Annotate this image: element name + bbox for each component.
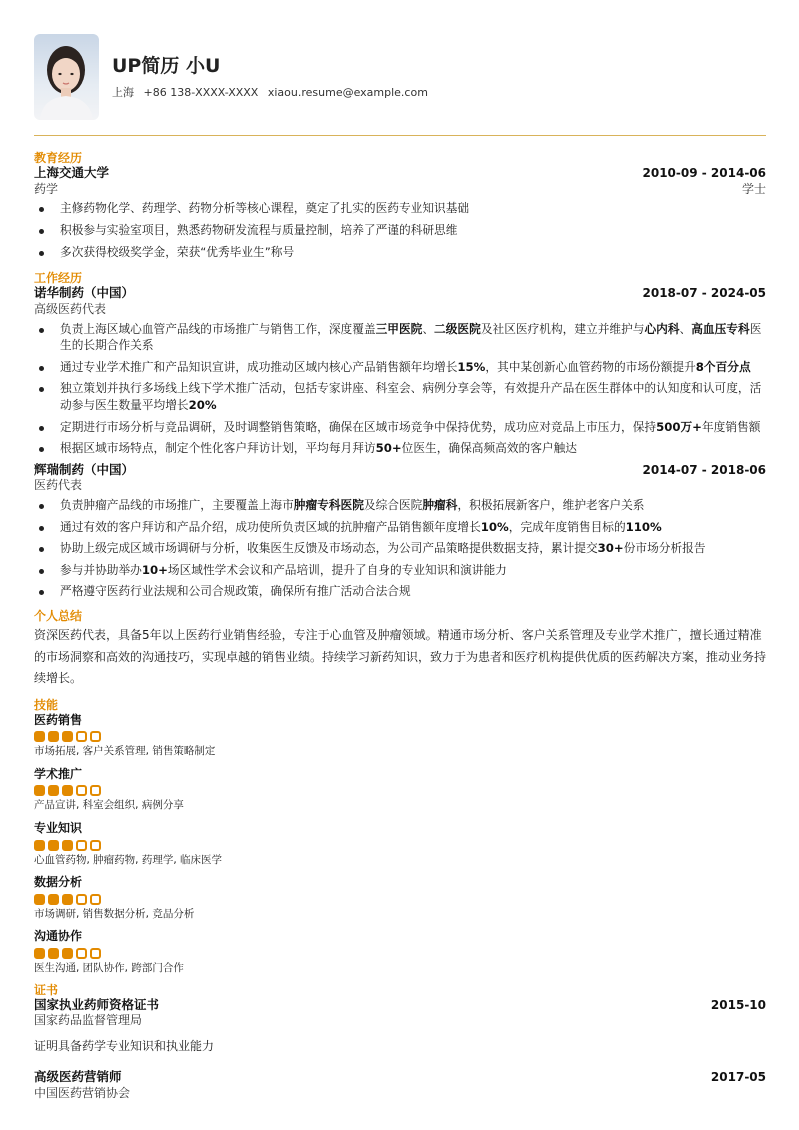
list-item: 协助上级完成区域市场调研与分析，收集医生反馈及市场动态，为公司产品策略提供数据支持，累计提交30+份市场分析报告 bbox=[34, 540, 766, 557]
list-item: 严格遵守医药行业法规和公司合规政策，确保所有推广活动合法合规 bbox=[34, 583, 766, 600]
cert-name: 高级医药营销师 bbox=[34, 1069, 122, 1085]
work-entry-novartis bbox=[34, 285, 766, 456]
skill-name: 学术推广 bbox=[34, 766, 83, 781]
section-title-summary: 个人总结 bbox=[34, 609, 83, 624]
list-item: 参与并协助举办10+场区域性学术会议和产品培训，提升了自身的专业知识和演讲能力 bbox=[34, 562, 766, 579]
company-name: 诺华制药（中国） bbox=[34, 285, 135, 301]
skill-item bbox=[34, 821, 766, 867]
section-title-certs: 证书 bbox=[34, 982, 59, 997]
highlight-text: 三甲医院 bbox=[375, 321, 423, 336]
skill-rating bbox=[34, 785, 766, 796]
summary-text: 资深医药代表，具备5年以上医药行业销售经验，专注于心血管及肿瘤领域。精通市场分析、客户关系管理及专业学术推广，擅长通过精准的市场洞察和高效的沟通技巧，实现卓越的销售业绩。持续学习新药知识，致力于为患者和医疗机构提供优质的医药解决方案，推动业务持续增长。 bbox=[34, 628, 767, 685]
section-title-skills: 技能 bbox=[34, 698, 59, 713]
highlight-text: 50+ bbox=[375, 441, 402, 456]
portrait-image bbox=[34, 34, 99, 120]
skill-rating bbox=[34, 840, 766, 851]
skill-rating bbox=[34, 894, 766, 905]
education-entry bbox=[34, 165, 766, 260]
header-divider bbox=[34, 135, 766, 136]
skills-list bbox=[34, 713, 766, 976]
highlight-text: 110% bbox=[625, 519, 662, 534]
skill-item bbox=[34, 713, 766, 759]
rating-dot-filled bbox=[48, 731, 59, 742]
cert-name: 国家执业药师资格证书 bbox=[34, 996, 160, 1012]
list-item: 通过专业学术推广和产品知识宣讲，成功推动区域内核心产品销售额年均增长15%，其中某创新心血管药物的市场份额提升8个百分点 bbox=[34, 359, 766, 376]
rating-dot-filled bbox=[48, 785, 59, 796]
skill-keywords: 市场调研, 销售数据分析, 竞品分析 bbox=[34, 907, 195, 920]
list-item: 负责上海区域心血管产品线的市场推广与销售工作，深度覆盖三甲医院、二级医院及社区医疗机构，建立并维护与心内科、高血压专科医生的长期合作关系 bbox=[34, 321, 766, 354]
rating-dot-filled bbox=[48, 948, 59, 959]
candidate-name: UP简历 小U bbox=[112, 55, 221, 77]
job-title: 医药代表 bbox=[34, 478, 83, 493]
rating-dot-empty bbox=[76, 785, 87, 796]
rating-dot-filled bbox=[48, 840, 59, 851]
rating-dot-empty bbox=[90, 840, 101, 851]
skill-keywords: 心血管药物, 肿瘤药物, 药理学, 临床医学 bbox=[34, 853, 223, 866]
work-date: 2018-07 - 2024-05 bbox=[642, 286, 766, 301]
contact-phone: +86 138-XXXX-XXXX bbox=[143, 86, 259, 99]
contact-email: xiaou.resume@example.com bbox=[267, 86, 428, 99]
work-bullets bbox=[34, 497, 766, 600]
resume-body bbox=[34, 146, 766, 1105]
skill-keywords: 产品宣讲, 科室会组织, 病例分享 bbox=[34, 799, 184, 812]
rating-dot-filled bbox=[34, 785, 45, 796]
skill-rating bbox=[34, 731, 766, 742]
company-name: 辉瑞制药（中国） bbox=[34, 461, 135, 477]
work-bullets bbox=[34, 321, 766, 457]
skill-name: 数据分析 bbox=[34, 875, 83, 890]
highlight-text: 10% bbox=[480, 519, 509, 534]
education-date: 2010-09 - 2014-06 bbox=[642, 166, 766, 181]
work-date: 2014-07 - 2018-06 bbox=[642, 462, 766, 477]
rating-dot-filled bbox=[34, 894, 45, 905]
cert-description: 证明具备药学专业知识和执业能力 bbox=[34, 1039, 215, 1054]
work-entry-pfizer bbox=[34, 462, 766, 600]
skill-rating bbox=[34, 948, 766, 959]
rating-dot-filled bbox=[34, 731, 45, 742]
contact-city: 上海 bbox=[112, 86, 134, 99]
rating-dot-filled bbox=[62, 785, 73, 796]
highlight-text: 心内科 bbox=[644, 321, 680, 336]
highlight-text: 30+ bbox=[597, 541, 624, 556]
section-title-education: 教育经历 bbox=[34, 151, 83, 165]
list-item: 主修药物化学、药理学、药物分析等核心课程，奠定了扎实的医药专业知识基础 bbox=[34, 200, 766, 217]
cert-date: 2015-10 bbox=[710, 997, 766, 1012]
cert-issuer: 国家药品监督管理局 bbox=[34, 1013, 143, 1028]
contact-line bbox=[112, 85, 434, 101]
highlight-text: 肿瘤科 bbox=[422, 498, 458, 513]
rating-dot-empty bbox=[76, 840, 87, 851]
list-item: 积极参与实验室项目，熟悉药物研发流程与质量控制，培养了严谨的科研思维 bbox=[34, 222, 766, 239]
highlight-text: 8个百分点 bbox=[695, 359, 751, 374]
skill-item bbox=[34, 767, 766, 813]
cert-issuer: 中国医药营销协会 bbox=[34, 1085, 131, 1100]
rating-dot-filled bbox=[34, 840, 45, 851]
list-item: 负责肿瘤产品线的市场推广，主要覆盖上海市肿瘤专科医院及综合医院肿瘤科，积极拓展新客户，维护老客户关系 bbox=[34, 497, 766, 514]
highlight-text: 20% bbox=[188, 398, 217, 413]
rating-dot-filled bbox=[62, 948, 73, 959]
skill-name: 沟通协作 bbox=[34, 929, 83, 944]
resume-header bbox=[34, 34, 766, 134]
avatar-photo bbox=[34, 34, 99, 120]
education-bullets bbox=[34, 200, 766, 260]
highlight-text: 15% bbox=[457, 359, 486, 374]
education-degree: 学士 bbox=[741, 181, 766, 196]
skill-name: 医药销售 bbox=[34, 712, 83, 727]
cert-entry bbox=[34, 997, 766, 1056]
rating-dot-empty bbox=[90, 894, 101, 905]
skill-keywords: 市场拓展, 客户关系管理, 销售策略制定 bbox=[34, 745, 216, 758]
rating-dot-filled bbox=[62, 894, 73, 905]
cert-date: 2017-05 bbox=[710, 1070, 766, 1085]
education-major: 药学 bbox=[34, 181, 59, 196]
rating-dot-empty bbox=[76, 731, 87, 742]
highlight-text: 高血压专科 bbox=[691, 321, 750, 336]
rating-dot-empty bbox=[90, 785, 101, 796]
skill-keywords: 医生沟通, 团队协作, 跨部门合作 bbox=[34, 962, 184, 975]
cert-entry bbox=[34, 1069, 766, 1100]
rating-dot-filled bbox=[62, 731, 73, 742]
rating-dot-filled bbox=[34, 948, 45, 959]
highlight-text: 二级医院 bbox=[434, 321, 481, 336]
skill-name: 专业知识 bbox=[34, 821, 83, 835]
list-item: 通过有效的客户拜访和产品介绍，成功使所负责区域的抗肿瘤产品销售额年度增长10%，完成年度销售目标的110% bbox=[34, 519, 766, 536]
list-item: 定期进行市场分析与竞品调研，及时调整销售策略，确保在区域市场竞争中保持优势，成功应对竞品上市压力，保持500万+年度销售额 bbox=[34, 419, 766, 436]
skill-item bbox=[34, 929, 766, 975]
rating-dot-empty bbox=[90, 731, 101, 742]
rating-dot-empty bbox=[90, 948, 101, 959]
list-item: 多次获得校级奖学金，荣获“优秀毕业生”称号 bbox=[34, 244, 766, 261]
job-title: 高级医药代表 bbox=[34, 301, 107, 316]
list-item: 独立策划并执行多场线上线下学术推广活动，包括专家讲座、科室会、病例分享会等，有效提升产品在医生群体中的认知度和认可度，活动参与医生数量平均增长20% bbox=[34, 380, 766, 413]
rating-dot-empty bbox=[76, 894, 87, 905]
highlight-text: 10+ bbox=[141, 562, 168, 577]
school-name: 上海交通大学 bbox=[34, 165, 110, 181]
section-title-work: 工作经历 bbox=[34, 271, 83, 286]
list-item: 根据区域市场特点，制定个性化客户拜访计划，平均每月拜访50+位医生，确保高频高效的客户触达 bbox=[34, 440, 766, 457]
skill-item bbox=[34, 875, 766, 921]
rating-dot-filled bbox=[48, 894, 59, 905]
highlight-text: 肿瘤专科医院 bbox=[293, 498, 364, 513]
rating-dot-empty bbox=[76, 948, 87, 959]
highlight-text: 500万+ bbox=[656, 419, 702, 434]
rating-dot-filled bbox=[62, 840, 73, 851]
